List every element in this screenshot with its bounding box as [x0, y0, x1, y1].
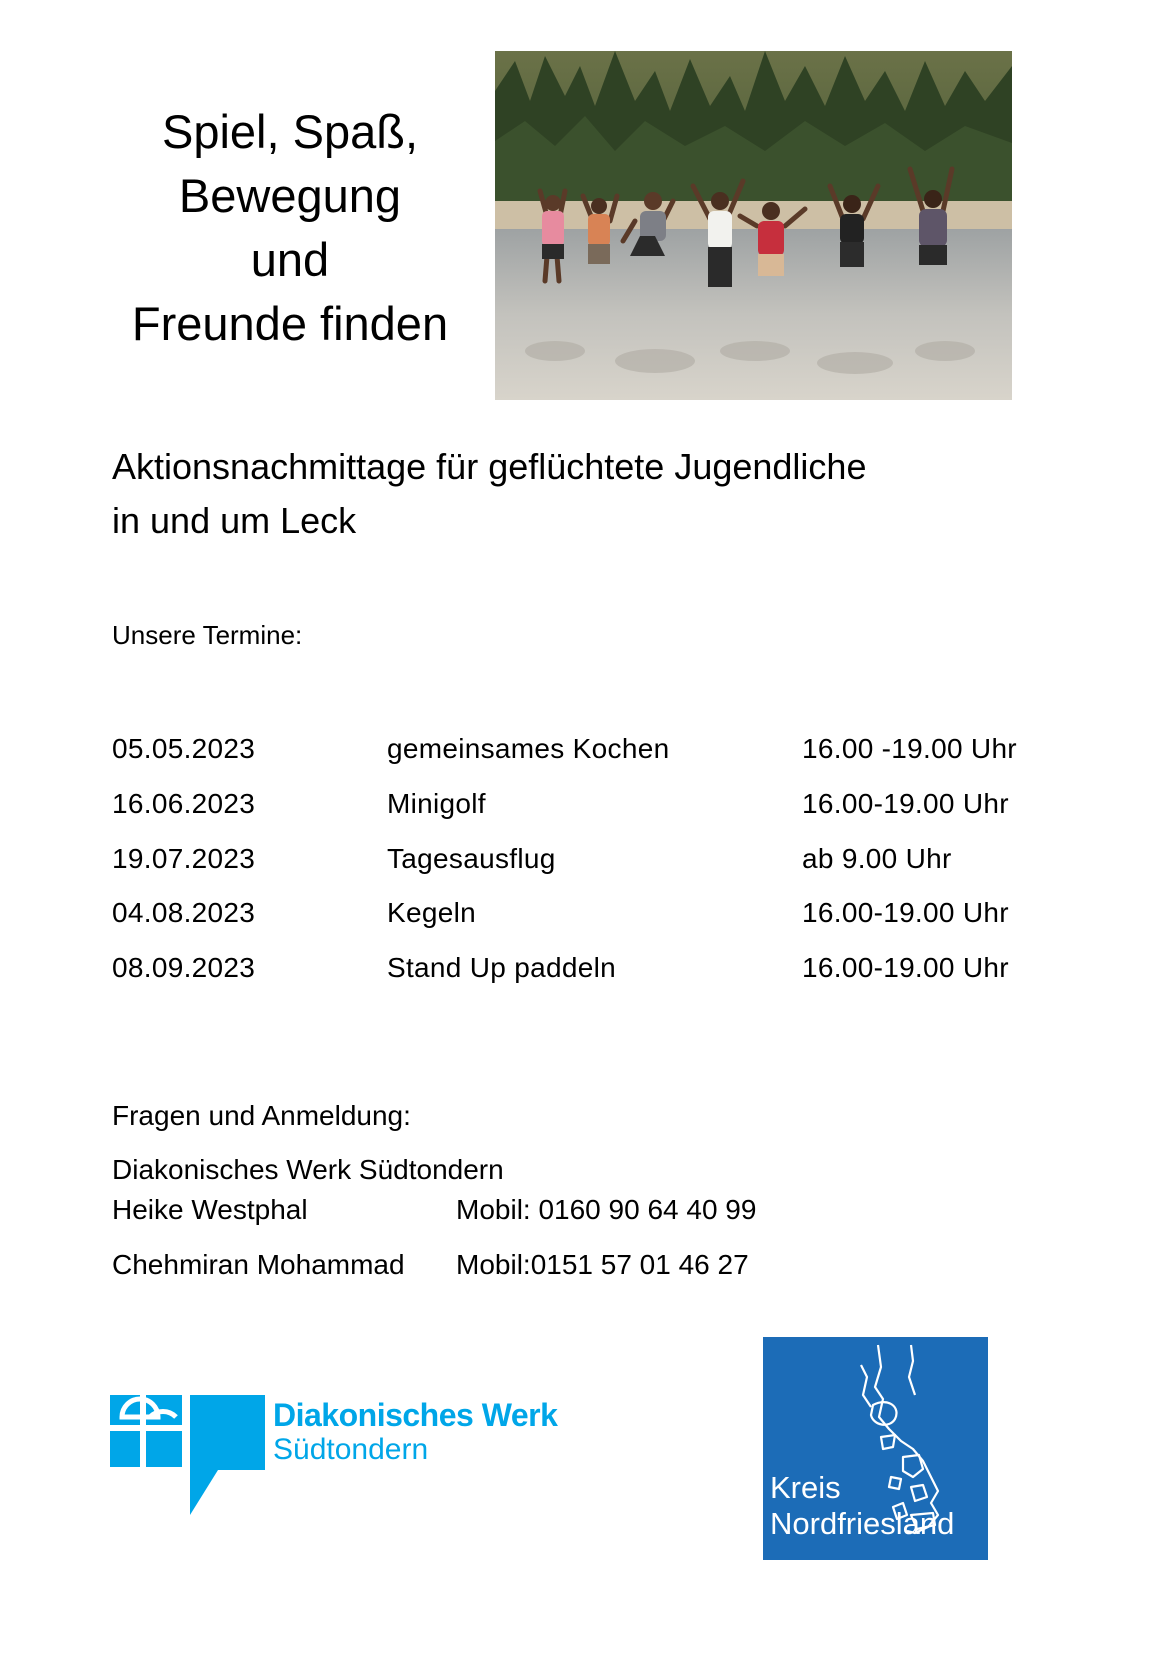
- termin-date: 16.06.2023: [112, 788, 256, 819]
- contact-heading: Fragen und Anmeldung:: [112, 1100, 411, 1131]
- jumping-people-beach-photo: [495, 51, 1012, 400]
- diakonie-logo-line2: Südtondern: [273, 1433, 429, 1466]
- contact-phone: Mobil:0151 57 01 46 27: [456, 1249, 749, 1280]
- kreis-logo-line2: Nordfriesland: [770, 1506, 955, 1541]
- termin-date: 19.07.2023: [112, 843, 256, 874]
- kreis-logo-line1: Kreis: [770, 1470, 841, 1505]
- termin-date: 05.05.2023: [112, 733, 256, 764]
- contact-organization: Diakonisches Werk Südtondern: [112, 1154, 504, 1185]
- headline-line: und: [250, 233, 330, 286]
- diakonie-logo-line1: Diakonisches Werk: [273, 1397, 558, 1433]
- termin-row: [112, 897, 1072, 937]
- termin-activity: Minigolf: [387, 788, 486, 819]
- termin-date: 08.09.2023: [112, 952, 256, 983]
- termin-activity: Stand Up paddeln: [387, 952, 616, 983]
- termin-row: [112, 843, 1072, 883]
- termin-activity: gemeinsames Kochen: [387, 733, 670, 764]
- termin-activity: Kegeln: [387, 897, 476, 928]
- subtitle: [112, 440, 866, 548]
- subtitle-line: Aktionsnachmittage für geflüchtete Jugendliche: [112, 446, 867, 487]
- kreis-logo-text: [770, 1470, 954, 1542]
- contact-name: Chehmiran Mohammad: [112, 1249, 405, 1280]
- headline-line: Bewegung: [178, 169, 402, 222]
- termine-label: Unsere Termine:: [112, 620, 303, 650]
- termin-row: [112, 952, 1072, 992]
- contact-name: Heike Westphal: [112, 1194, 308, 1225]
- headline-line: Freunde finden: [131, 297, 449, 350]
- termin-time: ab 9.00 Uhr: [802, 843, 952, 874]
- headline: [100, 100, 480, 356]
- termin-time: 16.00 -19.00 Uhr: [802, 733, 1017, 764]
- termin-row: [112, 733, 1072, 773]
- termin-date: 04.08.2023: [112, 897, 256, 928]
- contact-phone: Mobil: 0160 90 64 40 99: [456, 1194, 757, 1225]
- termin-activity: Tagesausflug: [387, 843, 556, 874]
- termin-time: 16.00-19.00 Uhr: [802, 952, 1009, 983]
- subtitle-line: in und um Leck: [112, 500, 357, 541]
- termin-time: 16.00-19.00 Uhr: [802, 897, 1009, 928]
- termin-time: 16.00-19.00 Uhr: [802, 788, 1009, 819]
- diakonie-logo: [110, 1395, 570, 1525]
- termin-row: [112, 788, 1072, 828]
- headline-line: Spiel, Spaß,: [161, 105, 419, 158]
